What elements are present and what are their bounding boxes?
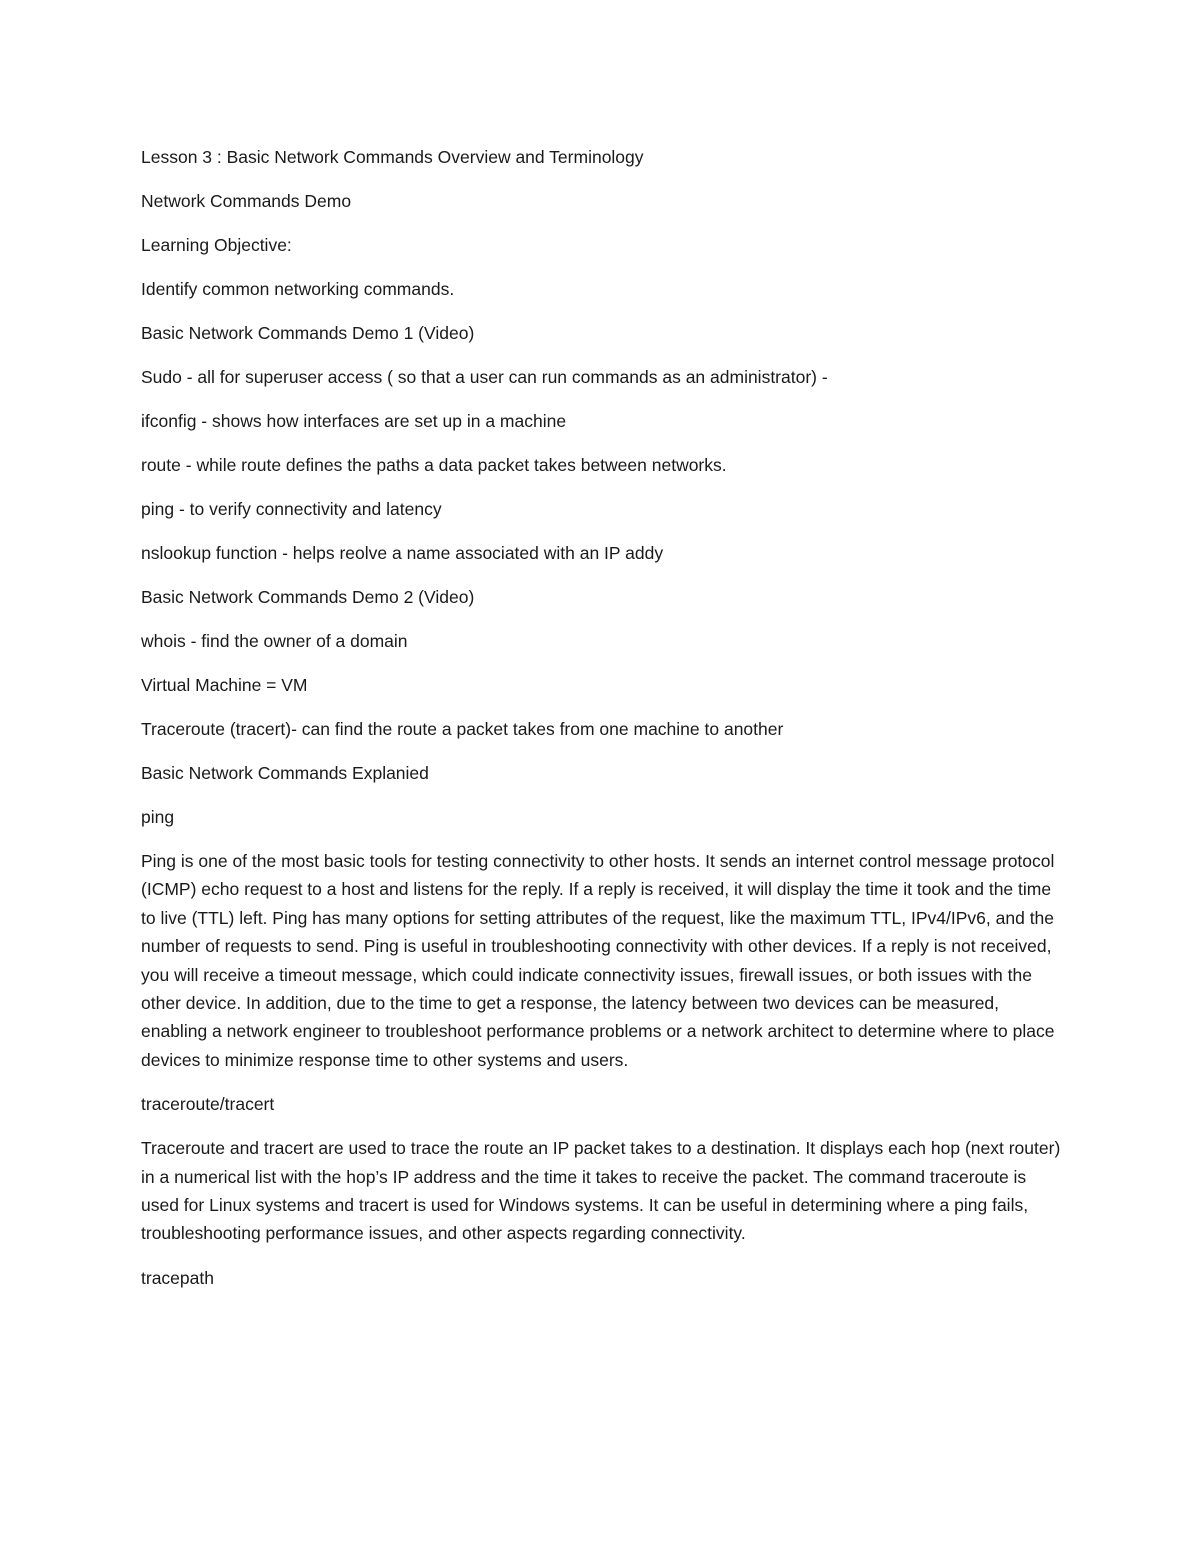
demo-1-heading: Basic Network Commands Demo 1 (Video) (141, 323, 475, 343)
traceroute-heading: traceroute/tracert (141, 1094, 275, 1115)
note-line: ping - to verify connectivity and latency (141, 499, 442, 519)
note-line: whois - find the owner of a domain (141, 631, 408, 651)
note-line: Virtual Machine = VM (141, 675, 308, 695)
objective-label: Learning Objective: (141, 235, 292, 255)
ping-paragraph: Ping is one of the most basic tools for testing connectivity to other hosts. It sends an internet control message protocol (ICMP) echo request to a host and listens for the reply. If a reply is received, it will display the time it took and the time to live (TTL) left. Ping has many options for setting attributes of the request, like the maximum TTL, IPv4/IPv6, and the number of requests to send. Ping is useful in troubleshooting connectivity with other devices. If a reply is not received, you will receive a timeout message, which could indicate connectivity issues, firewall issues, or both issues with the other device. In addition, due to the time to get a response, the latency between two devices can be measured, enabling a network engineer to troubleshoot performance problems or a network architect to determine where to place devices to minimize response time to other systems and users. (141, 851, 1055, 1070)
note-line: route - while route defines the paths a data packet takes between networks. (141, 455, 727, 475)
note-line: Sudo - all for superuser access ( so that a user can run commands as an administrator) - (141, 367, 828, 387)
tracepath-heading: tracepath (141, 1267, 214, 1288)
note-line: ifconfig - shows how interfaces are set up in a machine (141, 411, 567, 431)
section-heading: Network Commands Demo (141, 191, 352, 211)
explained-heading: Basic Network Commands Explanied (141, 763, 429, 783)
ping-heading: ping (141, 807, 175, 827)
lesson-title: Lesson 3 : Basic Network Commands Overview and Terminology (141, 147, 644, 167)
demo-2-heading: Basic Network Commands Demo 2 (Video) (141, 587, 475, 607)
note-line: nslookup function - helps reolve a name associated with an IP addy (141, 543, 664, 563)
traceroute-paragraph: Traceroute and tracert are used to trace the route an IP packet takes to a destination. It displays each hop (next router) in a numerical list with the hop’s IP address and the time it takes to receive the packet. The command traceroute is used for Linux systems and tracert is used for Windows systems. It can be useful in determining where a ping fails, troubleshooting performance issues, and other aspects regarding connectivity. (141, 1138, 1061, 1244)
document-body (141, 143, 1066, 1308)
objective-text: Identify common networking commands. (141, 279, 455, 299)
note-line: Traceroute (tracert)- can find the route a packet takes from one machine to another (141, 719, 784, 739)
